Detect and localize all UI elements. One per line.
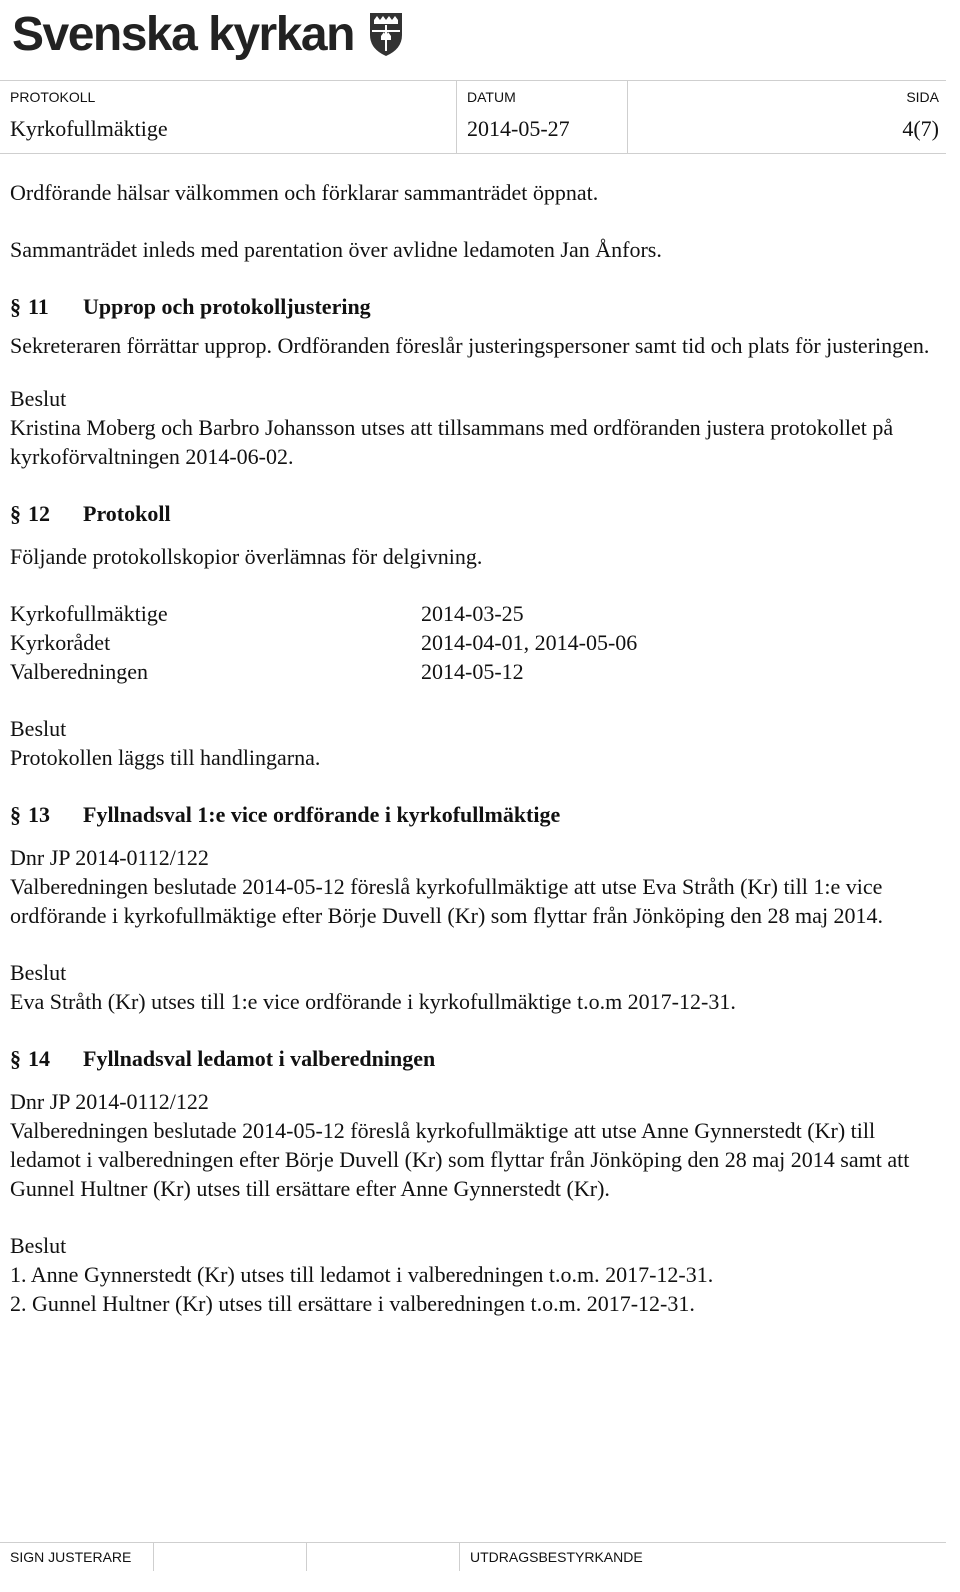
protokoll-value: Kyrkofullmäktige <box>10 116 168 141</box>
protocol-dates: 2014-03-25 <box>421 601 524 626</box>
section-title: Fyllnadsval 1:e vice ordförande i kyrkofullmäktige <box>83 802 561 827</box>
section-body: Följande protokollskopior överlämnas för delgivning. <box>10 544 483 569</box>
beslut-text: Eva Stråth (Kr) utses till 1:e vice ordförande i kyrkofullmäktige t.o.m 2017-12-31. <box>10 989 736 1014</box>
section-body: Valberedningen beslutade 2014-05-12 föreslå kyrkofullmäktige att utse Eva Stråth (Kr) till 1:e vice ordförande i kyrkofullmäktige efter Börje Duvell (Kr) som flyttar från Jönköping den 28 maj 2014. <box>10 874 884 928</box>
section-heading <box>10 292 940 321</box>
dnr-text: Dnr JP 2014-0112/122 <box>10 845 209 870</box>
sign-cell <box>0 1543 152 1571</box>
document-body <box>10 178 940 1318</box>
protocol-row <box>10 628 940 657</box>
datum-value: 2014-05-27 <box>467 116 570 141</box>
protocol-dates: 2014-05-12 <box>421 659 524 684</box>
section-heading <box>10 1044 940 1073</box>
section-sign: § <box>10 802 21 827</box>
protocol-row <box>10 599 940 628</box>
datum-label: DATUM <box>467 89 516 105</box>
section-heading <box>10 499 940 528</box>
section-title: Protokoll <box>83 501 171 526</box>
protocol-row <box>10 657 940 686</box>
section-number: 14 <box>28 1046 50 1071</box>
protocol-body-name: Valberedningen <box>10 659 149 684</box>
intro-paragraph: Ordförande hälsar välkommen och förklarar sammanträdet öppnat. <box>10 180 599 205</box>
brand-logo <box>12 2 404 66</box>
protocol-body-name: Kyrkorådet <box>10 630 111 655</box>
section-title: Upprop och protokolljustering <box>83 294 371 319</box>
section-number: 11 <box>28 294 49 319</box>
beslut-label: Beslut <box>10 386 67 411</box>
signature-footer <box>0 1542 946 1571</box>
protocol-body-name: Kyrkofullmäktige <box>10 601 168 626</box>
utdrag-cell <box>459 1543 947 1571</box>
sign-cell <box>306 1543 459 1571</box>
document-header <box>0 80 946 154</box>
beslut-item: 1. Anne Gynnerstedt (Kr) utses till ledamot i valberedningen t.o.m. 2017-12-31. <box>10 1262 714 1287</box>
sida-label: SIDA <box>906 89 939 105</box>
section-number: 12 <box>28 501 50 526</box>
protocol-dates: 2014-04-01, 2014-05-06 <box>421 630 638 655</box>
section-body: Valberedningen beslutade 2014-05-12 föreslå kyrkofullmäktige att utse Anne Gynnerstedt (Kr) till ledamot i valberedningen efter Börje Duvell (Kr) som flyttar från Jönköping den 28 maj 2014 samt att Gunnel Hultner (Kr) utses till ersättare efter Anne Gynnerstedt (Kr). <box>10 1118 910 1201</box>
section-sign: § <box>10 294 21 319</box>
header-datum-cell <box>456 81 627 153</box>
beslut-text: Protokollen läggs till handlingarna. <box>10 745 321 770</box>
sign-justerare-label: SIGN JUSTERARE <box>10 1549 132 1565</box>
dnr-text: Dnr JP 2014-0112/122 <box>10 1089 209 1114</box>
utdragsbestyrkande-label: UTDRAGSBESTYRKANDE <box>470 1549 643 1565</box>
protokoll-label: PROTOKOLL <box>10 89 96 105</box>
header-protokoll-cell <box>0 81 455 153</box>
beslut-item: 2. Gunnel Hultner (Kr) utses till ersättare i valberedningen t.o.m. 2017-12-31. <box>10 1291 695 1316</box>
beslut-text: Kristina Moberg och Barbro Johansson utses att tillsammans med ordföranden justera protokollet på kyrkoförvaltningen 2014-06-02. <box>10 415 894 469</box>
sida-value: 4(7) <box>902 116 939 141</box>
crowns-shield-icon <box>368 11 404 57</box>
beslut-label: Beslut <box>10 960 67 985</box>
sign-cell <box>153 1543 306 1571</box>
intro-paragraph: Sammanträdet inleds med parentation över avlidne ledamoten Jan Ånfors. <box>10 237 662 262</box>
header-sida-cell <box>627 81 947 153</box>
section-heading <box>10 800 940 829</box>
section-body: Sekreteraren förrättar upprop. Ordföranden föreslår justeringspersoner samt tid och plats för justeringen. <box>10 333 930 358</box>
section-number: 13 <box>28 802 50 827</box>
beslut-label: Beslut <box>10 1233 67 1258</box>
section-title: Fyllnadsval ledamot i valberedningen <box>83 1046 436 1071</box>
brand-name: Svenska kyrkan <box>12 7 354 61</box>
section-sign: § <box>10 1046 21 1071</box>
section-sign: § <box>10 501 21 526</box>
beslut-label: Beslut <box>10 716 67 741</box>
